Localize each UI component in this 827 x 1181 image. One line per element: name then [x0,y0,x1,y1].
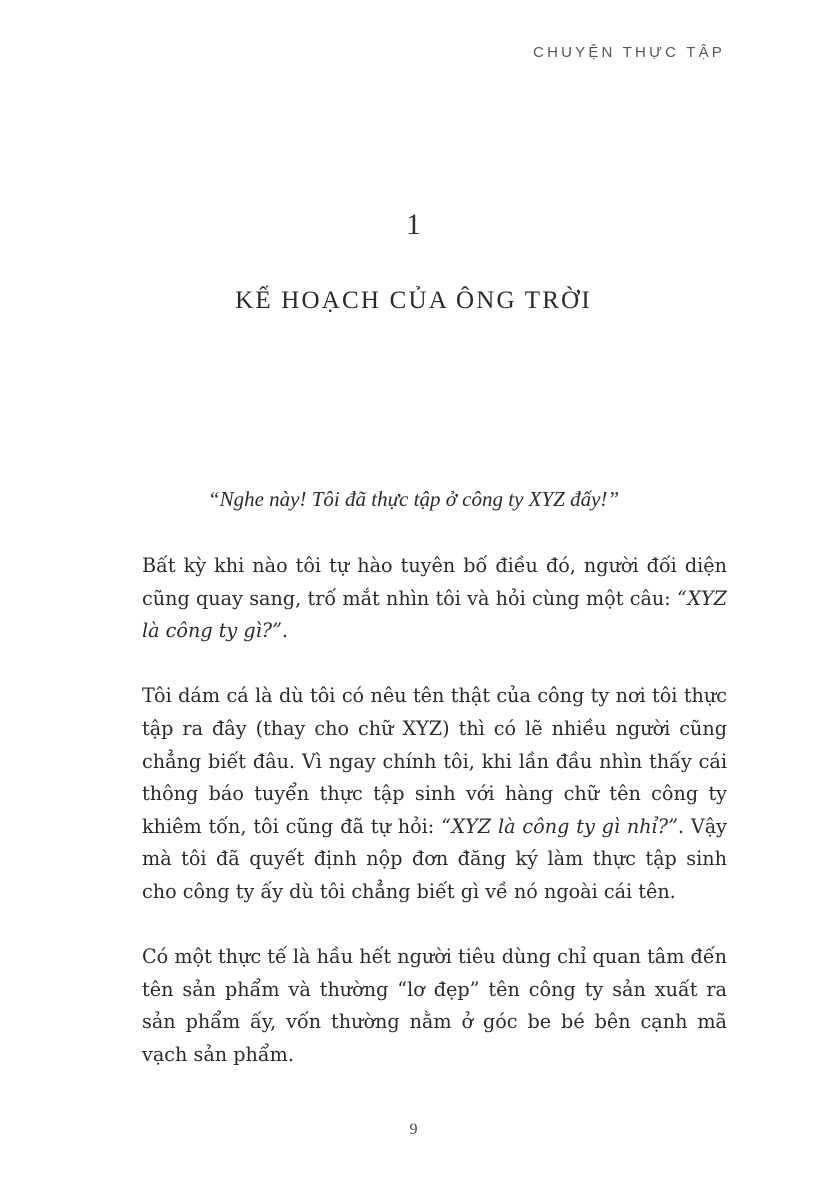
paragraph-3: Có một thực tế là hầu hết người tiêu dùng chỉ quan tâm đến tên sản phẩm và thường “lơ đẹp” tên công ty sản xuất ra sản phẩm ấy, vốn thường nằm ở góc be bé bên cạnh mã vạch sản phẩm. [142,945,727,1066]
paragraph-2-end: . Vậy mà tôi đã quyết định nộp đơn đăng ký làm thực tập sinh cho công ty ấy dù tôi chẳng biết gì về nó ngoài cái tên. [142,814,727,903]
chapter-number: 1 [406,208,421,241]
paragraph-2 [142,680,727,908]
paragraph-1-text: Bất kỳ khi nào tôi tự hào tuyên bố điều đó, người đối diện cũng quay sang, trố mắt nhìn tôi và hỏi cùng một câu: [142,554,727,610]
running-header: CHUYỆN THỰC TẬP [533,44,725,61]
paragraph-2-text: Tôi dám cá là dù tôi có nêu tên thật của công ty nơi tôi thực tập ra đây (thay cho chữ XYZ) thì có lẽ nhiều người cũng chẳng biết đâu. Vì ngay chính tôi, khi lần đầu nhìn thấy cái thông báo tuyển thực tập sinh với hàng chữ tên công ty khiêm tốn, tôi cũng đã tự hỏi: [142,684,727,838]
epigraph-quote: “Nghe này! Tôi đã thực tập ở công ty XYZ đấy!” [207,487,620,511]
paragraph-1-quote: “XYZ là công ty gì?” [142,586,727,643]
body-text [142,550,727,1104]
paragraph-2-quote: “XYZ là công ty gì nhỉ?” [441,814,678,838]
paragraph-1-end: . [281,619,288,643]
page-number: 9 [409,1121,418,1138]
paragraph-1 [142,550,727,648]
chapter-title: KẾ HOẠCH CỦA ÔNG TRỜI [235,287,592,314]
